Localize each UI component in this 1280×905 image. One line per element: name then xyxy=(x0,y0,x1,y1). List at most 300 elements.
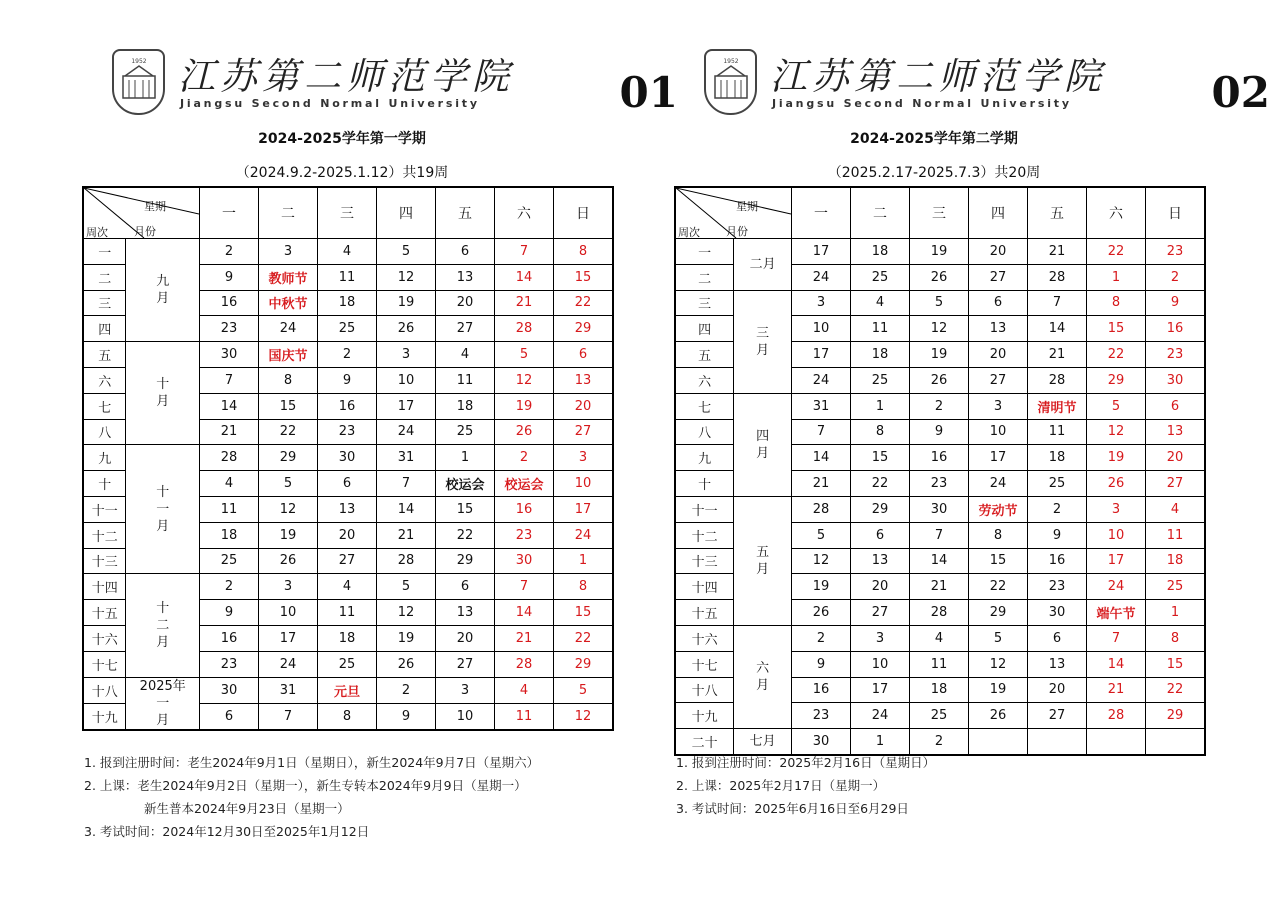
weekday-header: 四 xyxy=(377,187,436,239)
day-cell: 20 xyxy=(969,239,1028,265)
day-cell: 13 xyxy=(436,264,495,290)
day-cell: 17 xyxy=(969,445,1028,471)
day-cell xyxy=(1028,729,1087,755)
note-line: 3. 考试时间：2024年12月30日至2025年1月12日 xyxy=(84,824,370,839)
day-cell: 10 xyxy=(377,367,436,393)
weekday-header: 六 xyxy=(1087,187,1146,239)
day-cell: 国庆节 xyxy=(259,342,318,368)
note-line: 2. 上课：老生2024年9月2日（星期一），新生专转本2024年9月9日（星期一） xyxy=(84,778,527,793)
day-cell: 3 xyxy=(969,393,1028,419)
day-cell: 30 xyxy=(200,677,259,703)
month-label: 六 月 xyxy=(734,625,792,728)
day-cell: 15 xyxy=(1146,651,1206,677)
day-cell: 25 xyxy=(851,367,910,393)
day-cell: 14 xyxy=(495,264,554,290)
day-cell: 9 xyxy=(1146,290,1206,316)
day-cell: 29 xyxy=(554,651,614,677)
day-cell: 28 xyxy=(377,548,436,574)
week-row xyxy=(675,625,1205,651)
note-line: 2. 上课：2025年2月17日（星期一） xyxy=(676,778,886,793)
note-line: 1. 报到注册时间：老生2024年9月1日（星期日），新生2024年9月7日（星期六） xyxy=(84,755,540,770)
day-cell: 22 xyxy=(259,419,318,445)
day-cell: 1 xyxy=(554,548,614,574)
week-number: 十一 xyxy=(675,496,734,522)
day-cell: 15 xyxy=(554,600,614,626)
day-cell: 30 xyxy=(910,496,969,522)
day-cell: 26 xyxy=(495,419,554,445)
day-cell: 7 xyxy=(377,471,436,497)
day-cell: 20 xyxy=(1146,445,1206,471)
day-cell: 2 xyxy=(318,342,377,368)
day-cell: 27 xyxy=(969,264,1028,290)
semester-1-panel xyxy=(80,0,678,839)
day-cell: 17 xyxy=(851,677,910,703)
week-number: 六 xyxy=(675,367,734,393)
day-cell: 27 xyxy=(969,367,1028,393)
week-number: 十七 xyxy=(83,651,126,677)
day-cell: 校运会 xyxy=(436,471,495,497)
day-cell: 21 xyxy=(1028,342,1087,368)
day-cell: 23 xyxy=(200,316,259,342)
day-cell: 29 xyxy=(969,600,1028,626)
day-cell: 7 xyxy=(495,239,554,265)
day-cell: 11 xyxy=(851,316,910,342)
day-cell: 23 xyxy=(1146,239,1206,265)
day-cell: 20 xyxy=(436,625,495,651)
day-cell: 2 xyxy=(1146,264,1206,290)
day-cell: 25 xyxy=(1146,574,1206,600)
week-row xyxy=(675,239,1205,265)
day-cell: 校运会 xyxy=(495,471,554,497)
day-cell: 6 xyxy=(851,522,910,548)
day-cell: 3 xyxy=(851,625,910,651)
day-cell: 12 xyxy=(1087,419,1146,445)
day-cell: 28 xyxy=(495,651,554,677)
university-name-en: Jiangsu Second Normal University xyxy=(772,97,1072,110)
day-cell: 10 xyxy=(969,419,1028,445)
day-cell: 17 xyxy=(792,342,851,368)
week-row xyxy=(675,496,1205,522)
week-number: 十四 xyxy=(83,574,126,600)
day-cell: 21 xyxy=(1028,239,1087,265)
day-cell: 9 xyxy=(377,703,436,730)
day-cell: 8 xyxy=(259,367,318,393)
week-number: 三 xyxy=(83,290,126,316)
day-cell: 2 xyxy=(910,393,969,419)
header-corner xyxy=(675,187,792,239)
day-cell: 5 xyxy=(495,342,554,368)
day-cell: 30 xyxy=(1146,367,1206,393)
day-cell: 9 xyxy=(200,264,259,290)
day-cell: 清明节 xyxy=(1028,393,1087,419)
day-cell: 5 xyxy=(910,290,969,316)
day-cell: 21 xyxy=(377,522,436,548)
day-cell: 22 xyxy=(969,574,1028,600)
day-cell: 18 xyxy=(318,625,377,651)
day-cell: 19 xyxy=(495,393,554,419)
day-cell: 17 xyxy=(1087,548,1146,574)
day-cell: 19 xyxy=(792,574,851,600)
month-label: 四 月 xyxy=(734,393,792,496)
week-row xyxy=(83,677,613,703)
day-cell: 8 xyxy=(554,574,614,600)
day-cell: 13 xyxy=(969,316,1028,342)
day-cell: 11 xyxy=(1146,522,1206,548)
notes xyxy=(676,751,935,820)
week-number: 一 xyxy=(83,239,126,265)
day-cell: 12 xyxy=(792,548,851,574)
weekday-header: 五 xyxy=(436,187,495,239)
day-cell: 19 xyxy=(259,522,318,548)
day-cell: 21 xyxy=(495,625,554,651)
university-seal-icon xyxy=(704,49,757,115)
day-cell: 29 xyxy=(851,496,910,522)
weekday-header: 日 xyxy=(554,187,614,239)
weekday-header: 日 xyxy=(1146,187,1206,239)
weekday-header: 六 xyxy=(495,187,554,239)
day-cell: 24 xyxy=(259,651,318,677)
week-number: 三 xyxy=(675,290,734,316)
day-cell: 16 xyxy=(910,445,969,471)
day-cell: 1 xyxy=(436,445,495,471)
notes xyxy=(84,751,539,843)
note-line: 1. 报到注册时间：2025年2月16日（星期日） xyxy=(676,755,936,770)
day-cell: 10 xyxy=(792,316,851,342)
day-cell: 1 xyxy=(1146,600,1206,626)
semester-range: （2024.9.2-2025.1.12）共19周 xyxy=(235,165,449,181)
day-cell: 6 xyxy=(436,574,495,600)
day-cell: 12 xyxy=(910,316,969,342)
day-cell: 8 xyxy=(969,522,1028,548)
day-cell: 18 xyxy=(851,342,910,368)
day-cell: 12 xyxy=(969,651,1028,677)
day-cell xyxy=(1087,729,1146,755)
week-number: 二十 xyxy=(675,729,734,755)
day-cell: 8 xyxy=(851,419,910,445)
day-cell: 5 xyxy=(1087,393,1146,419)
day-cell: 16 xyxy=(792,677,851,703)
day-cell: 16 xyxy=(318,393,377,419)
day-cell: 21 xyxy=(495,290,554,316)
day-cell: 6 xyxy=(200,703,259,730)
day-cell: 22 xyxy=(1087,239,1146,265)
day-cell: 19 xyxy=(910,342,969,368)
day-cell: 7 xyxy=(1087,625,1146,651)
day-cell: 29 xyxy=(259,445,318,471)
day-cell: 17 xyxy=(377,393,436,419)
day-cell: 28 xyxy=(910,600,969,626)
week-number: 一 xyxy=(675,239,734,265)
day-cell: 26 xyxy=(910,264,969,290)
day-cell: 12 xyxy=(259,496,318,522)
day-cell xyxy=(969,729,1028,755)
week-number: 四 xyxy=(675,316,734,342)
day-cell: 4 xyxy=(318,574,377,600)
semester-title: 2024-2025学年第一学期 xyxy=(258,131,426,147)
week-number: 七 xyxy=(83,393,126,419)
corner-month-label: 月份 xyxy=(134,225,156,238)
day-cell: 3 xyxy=(259,239,318,265)
day-cell: 24 xyxy=(377,419,436,445)
day-cell: 26 xyxy=(259,548,318,574)
note-line: 新生普本2024年9月23日（星期一） xyxy=(144,801,350,816)
day-cell: 11 xyxy=(910,651,969,677)
day-cell: 5 xyxy=(969,625,1028,651)
day-cell: 2 xyxy=(1028,496,1087,522)
day-cell: 22 xyxy=(1087,342,1146,368)
day-cell: 25 xyxy=(1028,471,1087,497)
day-cell: 1 xyxy=(851,729,910,755)
day-cell: 24 xyxy=(1087,574,1146,600)
note-line: 3. 考试时间：2025年6月16日至6月29日 xyxy=(676,801,909,816)
day-cell: 14 xyxy=(1087,651,1146,677)
day-cell: 7 xyxy=(792,419,851,445)
day-cell: 22 xyxy=(851,471,910,497)
day-cell: 25 xyxy=(318,651,377,677)
day-cell: 25 xyxy=(200,548,259,574)
week-number: 七 xyxy=(675,393,734,419)
day-cell: 15 xyxy=(851,445,910,471)
week-number: 六 xyxy=(83,367,126,393)
day-cell: 26 xyxy=(1087,471,1146,497)
semester-2-panel xyxy=(672,0,1270,816)
day-cell: 24 xyxy=(554,522,614,548)
day-cell: 5 xyxy=(377,239,436,265)
day-cell: 19 xyxy=(1087,445,1146,471)
day-cell: 元旦 xyxy=(318,677,377,703)
day-cell: 27 xyxy=(436,316,495,342)
day-cell: 23 xyxy=(1028,574,1087,600)
day-cell: 5 xyxy=(259,471,318,497)
week-number: 九 xyxy=(675,445,734,471)
weekday-header: 二 xyxy=(259,187,318,239)
week-number: 十二 xyxy=(675,522,734,548)
university-name-en: Jiangsu Second Normal University xyxy=(180,97,480,110)
day-cell: 4 xyxy=(200,471,259,497)
day-cell: 16 xyxy=(1028,548,1087,574)
day-cell: 28 xyxy=(1087,703,1146,729)
day-cell: 28 xyxy=(495,316,554,342)
week-number: 十四 xyxy=(675,574,734,600)
day-cell: 5 xyxy=(377,574,436,600)
weekday-header: 三 xyxy=(910,187,969,239)
day-cell: 11 xyxy=(1028,419,1087,445)
week-number: 十五 xyxy=(675,600,734,626)
day-cell: 6 xyxy=(969,290,1028,316)
day-cell: 21 xyxy=(200,419,259,445)
weekday-header: 一 xyxy=(792,187,851,239)
day-cell: 1 xyxy=(1087,264,1146,290)
day-cell: 30 xyxy=(1028,600,1087,626)
day-cell: 5 xyxy=(792,522,851,548)
day-cell: 9 xyxy=(1028,522,1087,548)
day-cell xyxy=(1146,729,1206,755)
day-cell: 28 xyxy=(1028,367,1087,393)
day-cell: 11 xyxy=(436,367,495,393)
week-number: 二 xyxy=(675,264,734,290)
week-number: 十一 xyxy=(83,496,126,522)
day-cell: 18 xyxy=(318,290,377,316)
day-cell: 22 xyxy=(436,522,495,548)
week-row xyxy=(83,574,613,600)
day-cell: 18 xyxy=(851,239,910,265)
week-number: 十五 xyxy=(83,600,126,626)
day-cell: 27 xyxy=(1028,703,1087,729)
day-cell: 18 xyxy=(1028,445,1087,471)
day-cell: 16 xyxy=(495,496,554,522)
day-cell: 21 xyxy=(910,574,969,600)
day-cell: 25 xyxy=(436,419,495,445)
day-cell: 18 xyxy=(1146,548,1206,574)
day-cell: 15 xyxy=(259,393,318,419)
day-cell: 2 xyxy=(792,625,851,651)
week-number: 四 xyxy=(83,316,126,342)
day-cell: 15 xyxy=(1087,316,1146,342)
semester-range: （2025.2.17-2025.7.3）共20周 xyxy=(827,165,1041,181)
day-cell: 9 xyxy=(200,600,259,626)
university-name-cn: 江苏第二师范学院 xyxy=(178,55,514,98)
day-cell: 3 xyxy=(259,574,318,600)
day-cell: 27 xyxy=(554,419,614,445)
week-row xyxy=(83,239,613,265)
day-cell: 8 xyxy=(554,239,614,265)
day-cell: 23 xyxy=(318,419,377,445)
week-number: 十三 xyxy=(83,548,126,574)
day-cell: 18 xyxy=(200,522,259,548)
day-cell: 20 xyxy=(436,290,495,316)
day-cell: 18 xyxy=(436,393,495,419)
seal-year: 1952 xyxy=(722,58,739,65)
day-cell: 12 xyxy=(377,600,436,626)
day-cell: 11 xyxy=(318,600,377,626)
header xyxy=(672,0,1270,122)
day-cell: 14 xyxy=(792,445,851,471)
week-row xyxy=(675,290,1205,316)
day-cell: 2 xyxy=(910,729,969,755)
day-cell: 30 xyxy=(495,548,554,574)
day-cell: 6 xyxy=(318,471,377,497)
day-cell: 25 xyxy=(851,264,910,290)
day-cell: 24 xyxy=(851,703,910,729)
day-cell: 16 xyxy=(1146,316,1206,342)
month-label: 五 月 xyxy=(734,496,792,625)
day-cell: 16 xyxy=(200,625,259,651)
week-number: 十七 xyxy=(675,651,734,677)
day-cell: 28 xyxy=(792,496,851,522)
day-cell: 6 xyxy=(436,239,495,265)
day-cell: 4 xyxy=(436,342,495,368)
day-cell: 26 xyxy=(377,316,436,342)
day-cell: 教师节 xyxy=(259,264,318,290)
day-cell: 27 xyxy=(436,651,495,677)
day-cell: 14 xyxy=(495,600,554,626)
day-cell: 15 xyxy=(554,264,614,290)
day-cell: 10 xyxy=(1087,522,1146,548)
day-cell: 10 xyxy=(554,471,614,497)
day-cell: 劳动节 xyxy=(969,496,1028,522)
day-cell: 29 xyxy=(1146,703,1206,729)
day-cell: 17 xyxy=(792,239,851,265)
day-cell: 31 xyxy=(792,393,851,419)
corner-week-label: 周次 xyxy=(678,226,700,239)
day-cell: 22 xyxy=(1146,677,1206,703)
corner-month-label: 月份 xyxy=(726,225,748,238)
day-cell: 30 xyxy=(200,342,259,368)
header-corner xyxy=(83,187,200,239)
day-cell: 22 xyxy=(554,625,614,651)
day-cell: 27 xyxy=(318,548,377,574)
day-cell: 15 xyxy=(436,496,495,522)
corner-week-label: 周次 xyxy=(86,226,108,239)
day-cell: 7 xyxy=(259,703,318,730)
day-cell: 10 xyxy=(436,703,495,730)
week-number: 十八 xyxy=(83,677,126,703)
week-number: 八 xyxy=(83,419,126,445)
day-cell: 7 xyxy=(495,574,554,600)
day-cell: 4 xyxy=(318,239,377,265)
day-cell: 14 xyxy=(1028,316,1087,342)
day-cell: 6 xyxy=(1146,393,1206,419)
day-cell: 10 xyxy=(259,600,318,626)
weekday-header: 二 xyxy=(851,187,910,239)
day-cell: 28 xyxy=(200,445,259,471)
weekday-header: 三 xyxy=(318,187,377,239)
day-cell: 2 xyxy=(200,574,259,600)
day-cell: 4 xyxy=(1146,496,1206,522)
day-cell: 7 xyxy=(200,367,259,393)
week-number: 十六 xyxy=(675,625,734,651)
day-cell: 13 xyxy=(436,600,495,626)
day-cell: 13 xyxy=(1028,651,1087,677)
day-cell: 13 xyxy=(554,367,614,393)
day-cell: 20 xyxy=(554,393,614,419)
day-cell: 3 xyxy=(377,342,436,368)
calendar-table xyxy=(674,186,1206,756)
week-row xyxy=(83,445,613,471)
week-number: 二 xyxy=(83,264,126,290)
month-label: 三 月 xyxy=(734,290,792,393)
day-cell: 8 xyxy=(1146,625,1206,651)
week-number: 五 xyxy=(675,342,734,368)
day-cell: 9 xyxy=(910,419,969,445)
day-cell: 31 xyxy=(259,677,318,703)
day-cell: 3 xyxy=(436,677,495,703)
day-cell: 11 xyxy=(200,496,259,522)
day-cell: 21 xyxy=(792,471,851,497)
week-number: 五 xyxy=(83,342,126,368)
day-cell: 29 xyxy=(554,316,614,342)
week-number: 九 xyxy=(83,445,126,471)
day-cell: 4 xyxy=(851,290,910,316)
month-label: 2025年 一 月 xyxy=(126,677,200,730)
semester-title: 2024-2025学年第二学期 xyxy=(850,131,1018,147)
month-label: 十 月 xyxy=(126,342,200,445)
month-label: 九 月 xyxy=(126,239,200,342)
day-cell: 1 xyxy=(851,393,910,419)
day-cell: 21 xyxy=(1087,677,1146,703)
week-row xyxy=(83,342,613,368)
day-cell: 9 xyxy=(318,367,377,393)
day-cell: 5 xyxy=(554,677,614,703)
day-cell: 2 xyxy=(200,239,259,265)
day-cell: 10 xyxy=(851,651,910,677)
day-cell: 8 xyxy=(1087,290,1146,316)
day-cell: 27 xyxy=(851,600,910,626)
header xyxy=(80,0,678,122)
week-number: 十九 xyxy=(83,703,126,730)
day-cell: 28 xyxy=(1028,264,1087,290)
month-label: 二月 xyxy=(734,239,792,291)
